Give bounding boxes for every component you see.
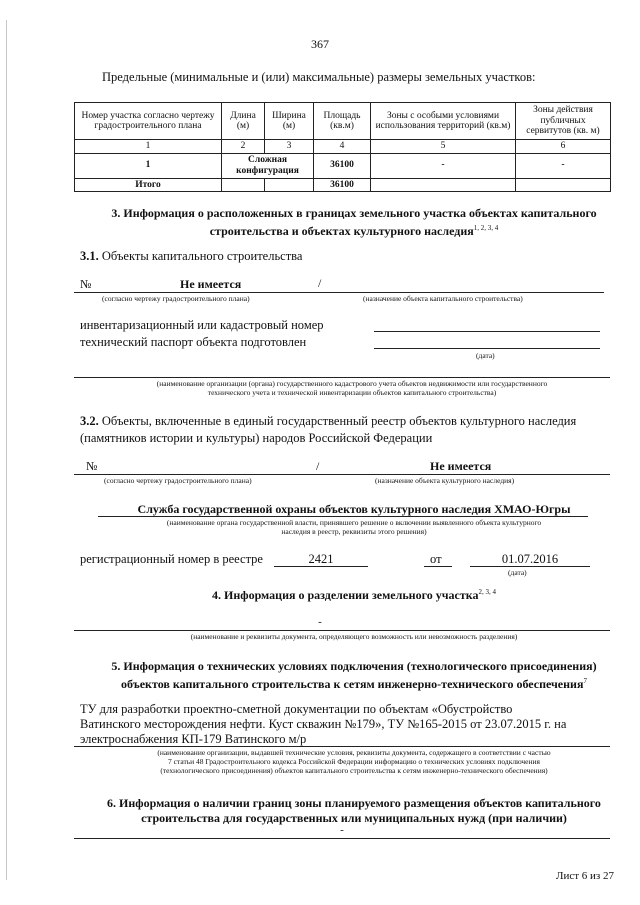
org-caption	[74, 379, 630, 397]
table-header-row	[75, 103, 611, 140]
section-3-1-title	[80, 249, 302, 264]
reg-number-label: регистрационный номер в реестре	[80, 552, 263, 566]
text-line: электроснабжения КП-179 Ватинского м/р	[80, 732, 307, 746]
table-cell: -	[516, 153, 611, 178]
section-3-title-line: 3. Информация о расположенных в границах земельного участка объектах капитального	[111, 206, 597, 220]
underline	[274, 566, 368, 567]
table-cell: 1	[75, 140, 222, 154]
table-cell	[222, 178, 265, 192]
section-3-title-line: строительства и объектах культурного наследия$^{1, 2, 3, 4}$	[209, 224, 499, 238]
authority-name: Служба государственной охраны объектов культурного наследия ХМАО-Югры	[137, 502, 571, 516]
underline	[74, 746, 610, 747]
section-5-title	[74, 659, 634, 692]
sizes-title: Предельные (минимальные и (или) максимальные) размеры земельных участков:	[102, 70, 536, 84]
table-header-cell: Зоны с особыми условиями использования территорий (кв.м)	[371, 103, 516, 140]
reg-number: 2421	[308, 552, 334, 566]
underline	[374, 348, 600, 349]
underline	[74, 474, 610, 475]
caption-drawing: (согласно чертежу градостроительного плана)	[104, 476, 252, 485]
table-total-row	[75, 178, 611, 192]
caption-line: (наименование организации (органа) государственного кадастрового учета объектов недвижимости или государственного	[156, 379, 548, 388]
sheet-footer: Лист 6 из 27	[556, 870, 615, 882]
date-caption: (дата)	[508, 568, 527, 577]
section-title-line: 6. Информация о наличии границ зоны планируемого размещения объектов капитального	[107, 796, 601, 810]
caption-line: (технологического присоединения) объектов капитального строительства к сетям инженерно-технического обеспечения)	[160, 766, 548, 775]
scan-margin-mark	[6, 20, 7, 880]
section-title: Объекты, включенные в единый государственный реестр объектов культурного наследия	[101, 414, 577, 428]
table-row	[75, 153, 611, 178]
section-3-2-title	[80, 413, 625, 447]
table-cell: 4	[314, 140, 371, 154]
section-number: 3.1.	[80, 249, 99, 263]
caption-line: (наименование органа государственной власти, принявшего решение о включении выявленного объекта культурного	[166, 518, 542, 527]
authority-caption	[74, 518, 634, 536]
table-cell: 2	[222, 140, 265, 154]
section-title: Объекты капитального строительства	[101, 249, 303, 263]
table-cell: 5	[371, 140, 516, 154]
table-number-row	[75, 140, 611, 154]
caption-culture-purpose: (назначение объекта культурного наследия)	[375, 476, 515, 485]
tech-conditions-text	[80, 702, 625, 747]
underline	[98, 516, 588, 517]
table-cell: 3	[265, 140, 314, 154]
section-4-title	[74, 588, 634, 603]
table-cell: Сложная конфигурация	[222, 153, 314, 178]
table-cell: 36100	[314, 178, 371, 192]
section-4-caption: (наименование и реквизиты документа, определяющего возможность или невозможность разделения)	[190, 632, 518, 641]
no-sign: №	[80, 277, 92, 291]
underline	[424, 566, 452, 567]
table-cell: Итого	[75, 178, 222, 192]
underline	[74, 292, 604, 293]
reg-date: 01.07.2016	[501, 552, 559, 566]
underline	[74, 377, 610, 378]
land-sizes-table	[74, 102, 611, 192]
inventory-label: инвентаризационный или кадастровый номер	[80, 318, 324, 332]
table-header-cell: Площадь (кв.м)	[314, 103, 371, 140]
table-cell	[265, 178, 314, 192]
page-number: 367	[311, 37, 329, 51]
table-cell: 6	[516, 140, 611, 154]
table-cell: 36100	[314, 153, 371, 178]
section-5-caption	[74, 748, 634, 775]
section-3-title	[74, 206, 634, 239]
slash: /	[316, 459, 320, 473]
table-cell: 1	[75, 153, 222, 178]
section-title-line: 5. Информация о технических условиях подключения (технологического присоединения)	[111, 659, 597, 673]
text-line: ТУ для разработки проектно-сметной документации по объектам «Обустройство	[80, 702, 513, 716]
section-title-line: строительства для государственных или муниципальных нужд (при наличии)	[141, 811, 567, 825]
underline	[374, 331, 600, 332]
table-cell	[371, 178, 516, 192]
caption-line: (наименование организации, выдавшей технические условия, реквизиты документа, содержащего в соответствии с частью	[157, 748, 551, 757]
section-title-line	[80, 413, 625, 430]
date-caption: (дата)	[476, 351, 495, 360]
table-header-cell: Зоны действия публичных сервитутов (кв. м)	[516, 103, 611, 140]
section-6-value: -	[340, 824, 344, 836]
section-title-line: (памятников истории и культуры) народов Российской Федерации	[80, 431, 433, 445]
underline	[470, 566, 590, 567]
passport-label: технический паспорт объекта подготовлен	[80, 335, 307, 349]
no-sign: №	[86, 459, 98, 473]
underline	[74, 838, 610, 839]
footnote-ref: 7	[583, 677, 587, 685]
caption-purpose: (назначение объекта капитального строительства)	[363, 294, 523, 303]
object-value: Не имеется	[180, 277, 242, 291]
section-6-title	[74, 796, 634, 826]
section-number: 3.2.	[80, 414, 99, 428]
slash: /	[318, 276, 322, 290]
table-header-cell: Номер участка согласно чертежу градостроительного плана	[75, 103, 222, 140]
caption-line: наследия в реестр, реквизиты этого решения)	[281, 527, 427, 536]
caption-drawing: (согласно чертежу градостроительного плана)	[102, 294, 250, 303]
caption-line: технического учета и технической инвентаризации объектов капитального строительства)	[207, 388, 497, 397]
footnote-ref: 2, 3, 4	[478, 588, 496, 596]
from-label: от	[430, 552, 442, 566]
table-header-cell: Длина (м)	[222, 103, 265, 140]
culture-object-value: Не имеется	[430, 459, 492, 473]
text-line: Ватинского месторождения нефти. Куст скважин №179», ТУ №165-2015 от 23.07.2015 г. на	[80, 717, 567, 731]
underline	[74, 630, 610, 631]
section-title-line: объектов капитального строительства к сетям инженерно-технического обеспечения$^7$	[121, 677, 587, 691]
caption-line: 7 статьи 48 Градостроительного кодекса Российской Федерации информацию о технических условиях подключения	[168, 757, 540, 766]
footnote-ref: 1, 2, 3, 4	[473, 224, 499, 232]
table-cell	[516, 178, 611, 192]
table-header-cell: Ширина (м)	[265, 103, 314, 140]
table-cell: -	[371, 153, 516, 178]
section-title: 4. Информация о разделении земельного участка	[212, 588, 479, 602]
section-4-value: -	[318, 616, 322, 628]
